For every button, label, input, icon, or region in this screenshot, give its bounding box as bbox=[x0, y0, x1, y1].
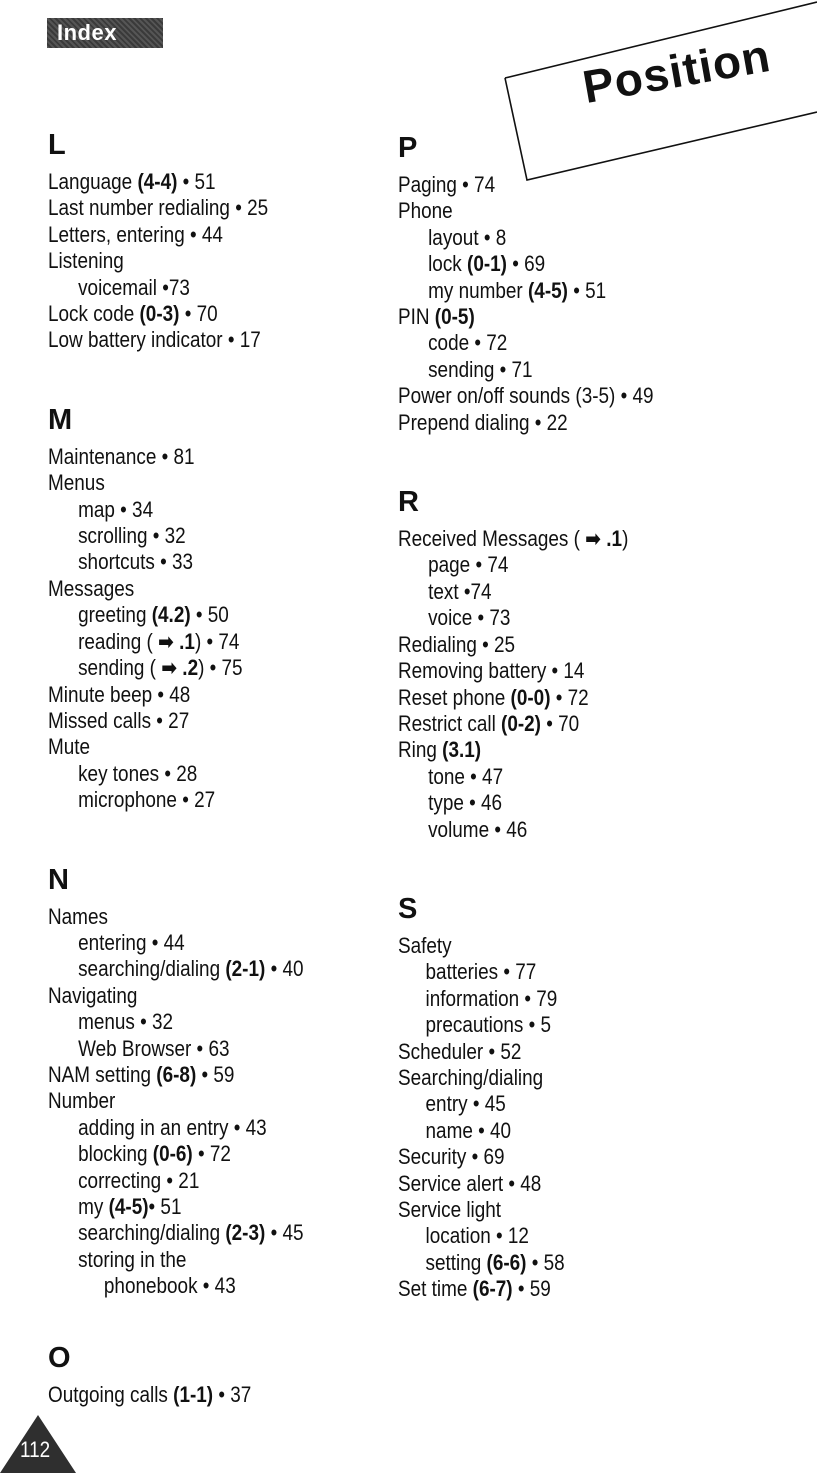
index-tab: Index bbox=[47, 18, 163, 48]
index-entry: Missed calls • 27 bbox=[48, 707, 190, 733]
index-entry: Language (4-4) • 51 bbox=[48, 169, 216, 194]
section-letter: M bbox=[48, 403, 73, 436]
index-subentry: searching/dialing (2-1) • 40 bbox=[78, 956, 304, 982]
index-subentry: entry • 45 bbox=[425, 1091, 506, 1117]
index-subentry: sending ( ➡ .2) • 75 bbox=[78, 655, 243, 681]
section-s bbox=[398, 889, 758, 1303]
index-subentry: setting (6-6) • 58 bbox=[425, 1249, 565, 1275]
left-column bbox=[48, 125, 408, 1408]
index-subentry: Web Browser • 63 bbox=[78, 1035, 230, 1061]
section-o bbox=[48, 1338, 408, 1408]
section-letter: O bbox=[48, 1341, 71, 1374]
index-subentry: my (4-5)• 51 bbox=[78, 1194, 182, 1219]
index-entry: Letters, entering • 44 bbox=[48, 221, 223, 247]
index-subentry: searching/dialing (2-3) • 45 bbox=[78, 1220, 304, 1246]
index-entry: Reset phone (0-0) • 72 bbox=[398, 684, 589, 710]
index-entry: Restrict call (0-2) • 70 bbox=[398, 710, 580, 736]
index-subentry: precautions • 5 bbox=[425, 1012, 551, 1038]
index-subentry: map • 34 bbox=[78, 496, 154, 522]
index-subentry: my number (4-5) • 51 bbox=[428, 277, 607, 303]
index-entry: Low battery indicator • 17 bbox=[48, 327, 261, 353]
index-subentry: key tones • 28 bbox=[78, 760, 198, 786]
index-entry: Maintenance • 81 bbox=[48, 443, 195, 469]
index-entry: Searching/dialing bbox=[398, 1064, 544, 1090]
index-subentry: code • 72 bbox=[428, 330, 508, 356]
index-entry: Redialing • 25 bbox=[398, 631, 516, 657]
index-subentry: entering • 44 bbox=[78, 929, 185, 955]
section-p bbox=[398, 128, 758, 436]
section-letter: N bbox=[48, 863, 69, 896]
index-entry: Safety bbox=[398, 932, 452, 958]
index-entry: Prepend dialing • 22 bbox=[398, 409, 568, 435]
section-letter: R bbox=[398, 486, 419, 519]
section-n bbox=[48, 860, 408, 1300]
index-entry: Outgoing calls (1-1) • 37 bbox=[48, 1381, 252, 1407]
index-subentry: correcting • 21 bbox=[78, 1167, 200, 1193]
index-subentry: layout • 8 bbox=[428, 224, 507, 250]
index-entry: PIN (0-5) bbox=[398, 304, 475, 330]
section-letter: L bbox=[48, 129, 66, 161]
index-subentry: sending • 71 bbox=[428, 356, 533, 382]
index-entry: NAM setting (6-8) • 59 bbox=[48, 1061, 235, 1087]
index-entry: Ring (3.1) bbox=[398, 737, 482, 763]
index-entry: Security • 69 bbox=[398, 1144, 505, 1170]
index-subentry: blocking (0-6) • 72 bbox=[78, 1141, 231, 1167]
index-subentry: scrolling • 32 bbox=[78, 523, 186, 549]
index-entry: Last number redialing • 25 bbox=[48, 195, 269, 221]
index-subentry: storing in the bbox=[78, 1246, 187, 1272]
index-entry: Power on/off sounds (3-5) • 49 bbox=[398, 383, 654, 409]
index-subentry: adding in an entry • 43 bbox=[78, 1114, 267, 1140]
index-entry: Service alert • 48 bbox=[398, 1170, 542, 1196]
index-entry: Messages bbox=[48, 575, 135, 601]
section-letter: P bbox=[398, 132, 418, 164]
right-column bbox=[398, 128, 758, 1303]
index-subentry: shortcuts • 33 bbox=[78, 549, 194, 575]
index-subentry: reading ( ➡ .1) • 74 bbox=[78, 628, 240, 654]
position-banner-text: Position bbox=[578, 28, 775, 114]
index-entry: Set time (6-7) • 59 bbox=[398, 1276, 551, 1302]
index-entry: Received Messages ( ➡ .1) bbox=[398, 526, 629, 552]
section-r bbox=[398, 482, 758, 843]
index-subentry: name • 40 bbox=[425, 1117, 512, 1143]
section-l bbox=[48, 125, 408, 354]
index-subentry: batteries • 77 bbox=[425, 959, 537, 985]
section-letter: S bbox=[398, 892, 418, 925]
index-subentry: phonebook • 43 bbox=[103, 1273, 236, 1299]
index-entry: Scheduler • 52 bbox=[398, 1038, 522, 1064]
index-subentry: voice • 73 bbox=[428, 605, 511, 631]
index-entry: Lock code (0-3) • 70 bbox=[48, 301, 218, 327]
index-entry: Number bbox=[48, 1088, 116, 1114]
index-subentry: type • 46 bbox=[428, 790, 503, 816]
index-entry: Menus bbox=[48, 470, 105, 496]
index-subentry: page • 74 bbox=[428, 552, 509, 578]
index-subentry: lock (0-1) • 69 bbox=[428, 251, 546, 277]
index-entry: Phone bbox=[398, 198, 453, 224]
index-subentry: microphone • 27 bbox=[78, 787, 216, 813]
index-entry: Paging • 74 bbox=[398, 172, 496, 197]
index-entry: Mute bbox=[48, 734, 91, 760]
page-number: 112 bbox=[20, 1437, 51, 1462]
index-subentry: text •74 bbox=[428, 578, 492, 604]
index-entry: Listening bbox=[48, 248, 124, 274]
index-subentry: information • 79 bbox=[425, 985, 558, 1011]
index-subentry: voicemail •73 bbox=[78, 274, 190, 300]
index-subentry: greeting (4.2) • 50 bbox=[78, 602, 229, 628]
section-m bbox=[48, 400, 408, 814]
index-entry: Minute beep • 48 bbox=[48, 681, 191, 707]
index-subentry: volume • 46 bbox=[428, 816, 528, 842]
index-subentry: menus • 32 bbox=[78, 1009, 174, 1035]
index-subentry: tone • 47 bbox=[428, 763, 504, 789]
index-entry: Service light bbox=[398, 1197, 502, 1222]
index-entry: Removing battery • 14 bbox=[398, 658, 585, 684]
index-subentry: location • 12 bbox=[425, 1223, 529, 1249]
index-entry: Navigating bbox=[48, 982, 138, 1008]
index-entry: Names bbox=[48, 903, 108, 929]
